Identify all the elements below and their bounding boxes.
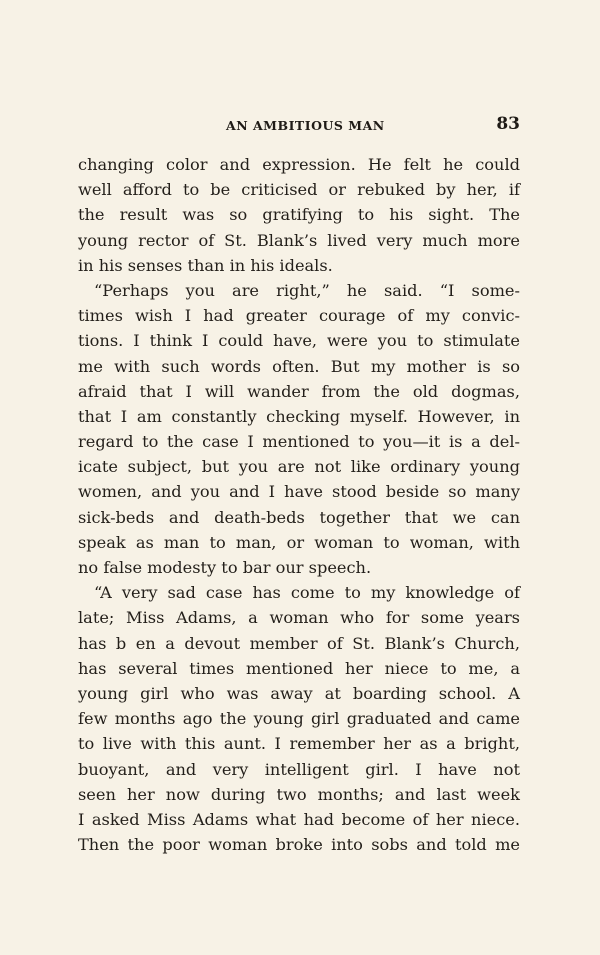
text-line: women, and you and I have stood beside so many [78,482,520,502]
text-line: well afford to be criticised or rebuked by her, if [78,180,520,200]
text-line: in his senses than in his ideals. [78,255,333,275]
text-line: the result was so gratifying to his sight. The [78,205,520,225]
text-line: “A very sad case has come to my knowledge of [94,583,520,603]
running-head [78,116,520,136]
text-line: me with such words often. But my mother is so [78,356,520,376]
text-line: late; Miss Adams, a woman who for some years [78,608,520,628]
text-line: few months ago the young girl graduated and came [78,709,520,729]
text-line: has b en a devout member of St. Blank’s Church, [78,633,520,653]
text-line: buoyant, and very intelligent girl. I have not [78,759,520,779]
text-line: I asked Miss Adams what had become of her niece. [78,809,520,829]
text-line: seen her now during two months; and last week [78,784,520,804]
text-line: sick-beds and death-beds together that we can [78,507,520,527]
text-line: changing color and expression. He felt he could [78,155,520,174]
text-line: times wish I had greater courage of my convic- [78,306,520,326]
text-line: no false modesty to bar our speech. [78,558,372,577]
text-line: afraid that I will wander from the old dogmas, [78,381,520,401]
text-line: young rector of St. Blank’s lived very much more [78,230,520,250]
body-text [78,152,520,857]
text-line: tions. I think I could have, were you to stimulate [78,331,520,351]
text-line: speak as man to man, or woman to woman, with [78,532,520,552]
text-line: that I am constantly checking myself. However, in [78,406,520,426]
text-line: to live with this aunt. I remember her as a bright, [78,734,520,754]
running-title: AN AMBITIOUS MAN [226,118,385,133]
page-number: 83 [496,114,520,134]
text-line: Then the poor woman broke into sobs and told me [78,835,520,855]
text-line: icate subject, but you are not like ordinary young [78,457,520,477]
text-line: has several times mentioned her niece to me, a [78,658,520,678]
text-line: regard to the case I mentioned to you—it is a del- [78,432,520,452]
text-line: young girl who was away at boarding school. A [78,683,520,703]
text-line: “Perhaps you are right,” he said. “I some- [94,280,520,300]
